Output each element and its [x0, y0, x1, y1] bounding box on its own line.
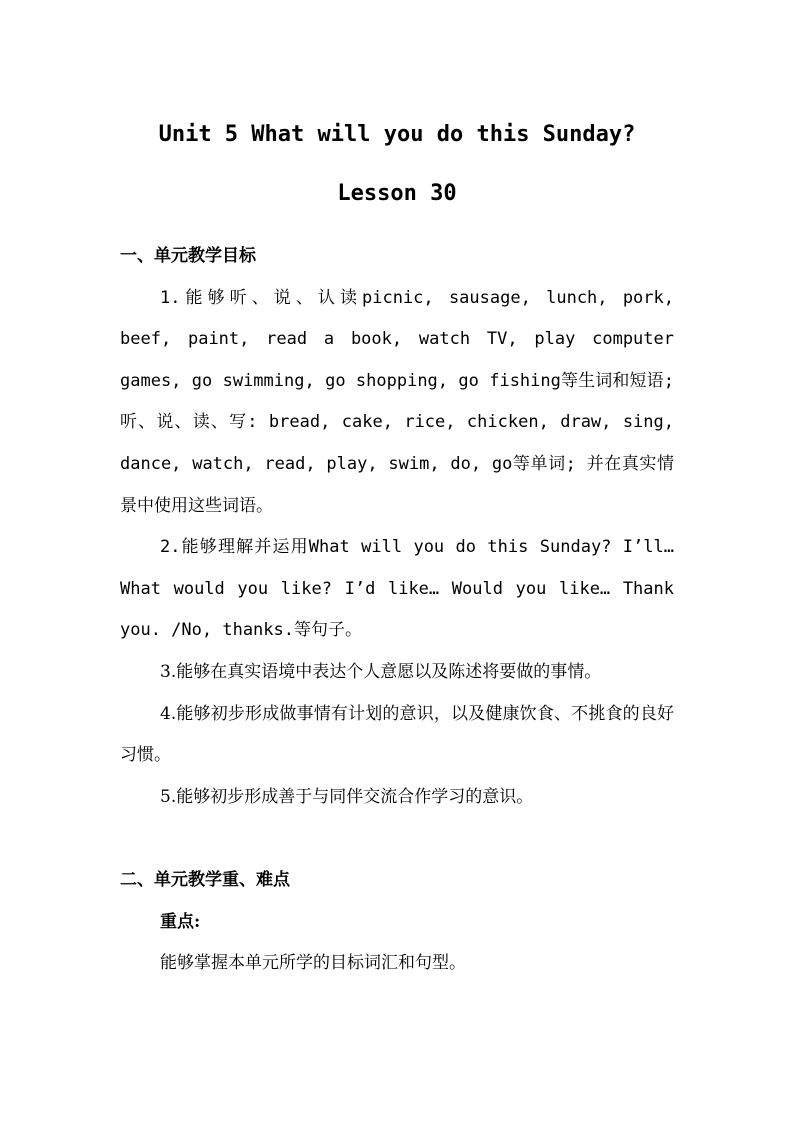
objective-item-3: 3.能够在真实语境中表达个人意愿以及陈述将要做的事情。: [160, 661, 602, 682]
objective-item-4: 4.能够初步形成做事情有计划的意识，以及健康饮食、不挑食的良好习惯。: [120, 703, 674, 766]
document-title: Unit 5 What will you do this Sunday?: [158, 122, 636, 147]
objective-item-2: 2.能够理解并运用What will you do this Sunday? I’ll… What would you like? I’d like… Would you like… Thank you. /No, thanks.等句子。: [120, 537, 674, 641]
key-points-label: 重点:: [160, 911, 201, 932]
section-spacer: [120, 818, 674, 860]
objective-item-1: 1.能够听、说、认读picnic, sausage, lunch, pork, beef, paint, read a book, watch TV, play computer games, go swimming, go shopping, go fishing等生词和短语;听、说、读、写: bread, cake, rice, chicken, draw, sing, dance, watch, read, play, swim, do, go等单词; 并在真实情景中使用这些词语。: [120, 287, 674, 516]
key-points-text: 能够掌握本单元所学的目标词汇和句型。: [160, 953, 466, 974]
section-heading-key-points: 二、单元教学重、难点: [120, 869, 290, 890]
document-body: [120, 236, 674, 985]
objective-item-5: 5.能够初步形成善于与同伴交流合作学习的意识。: [160, 786, 534, 807]
lesson-title: Lesson 30: [337, 181, 457, 206]
section-heading-objectives: 一、单元教学目标: [120, 246, 256, 266]
